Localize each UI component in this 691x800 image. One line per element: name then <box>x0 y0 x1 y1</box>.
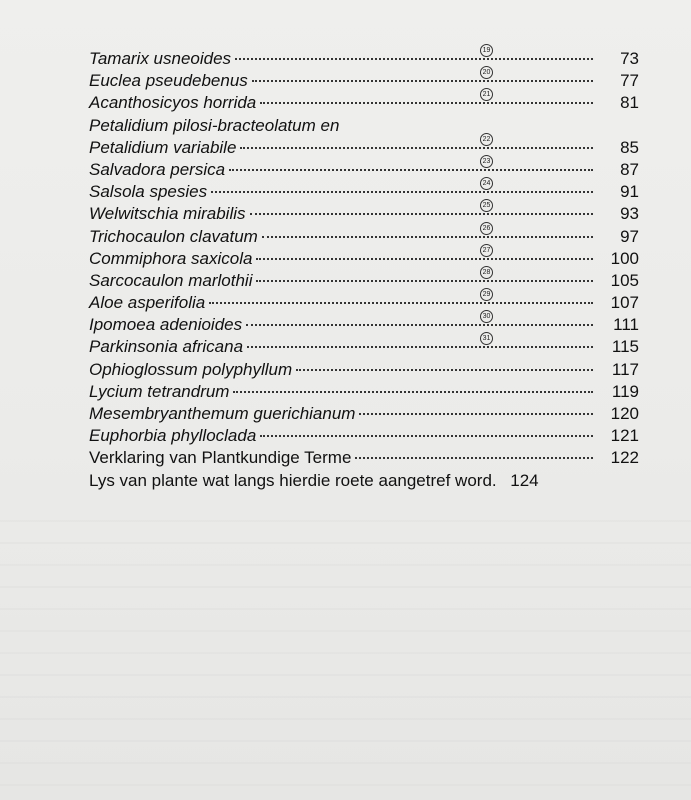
entry-page-number: 97 <box>620 226 639 246</box>
map-marker-number: 28 <box>480 266 493 279</box>
dot-leader <box>233 391 593 393</box>
entry-page-number: 93 <box>620 204 639 224</box>
entry-title: Lys van plante wat langs hierdie roete aangetref word. <box>89 470 497 490</box>
dot-leader <box>355 457 593 459</box>
entry-page-number: 122 <box>610 448 639 468</box>
map-marker-number: 22 <box>480 133 493 146</box>
table-of-contents <box>89 48 639 492</box>
toc-entry <box>89 70 639 92</box>
entry-title: Petalidium pilosi-bracteolatum en <box>89 115 340 135</box>
entry-title: Sarcocaulon marlothii <box>89 270 253 290</box>
entry-page-number: 91 <box>620 182 639 202</box>
entry-page-number: 119 <box>611 381 639 401</box>
map-marker-number: 20 <box>480 66 493 79</box>
dot-leader <box>260 102 593 104</box>
dot-leader <box>359 413 593 415</box>
map-marker-number: 24 <box>480 177 493 190</box>
entry-title: Euphorbia phylloclada <box>89 426 257 446</box>
dot-leader <box>260 435 593 437</box>
toc-entry <box>89 381 639 403</box>
map-marker-number: 30 <box>480 310 493 323</box>
entry-title: Mesembryanthemum guerichianum <box>89 404 356 423</box>
map-marker-number: 27 <box>480 244 493 257</box>
dot-leader <box>296 369 593 371</box>
dot-leader <box>209 302 593 304</box>
entry-title: Euclea pseudebenus <box>89 71 248 91</box>
entry-title: Commiphora saxicola <box>89 248 253 268</box>
entry-page-number: 115 <box>611 337 639 357</box>
dot-leader <box>246 324 593 326</box>
entry-page-number: 81 <box>620 93 639 113</box>
dot-leader <box>256 258 593 260</box>
dot-leader <box>240 147 593 149</box>
entry-page-number: 73 <box>620 49 639 68</box>
toc-entry <box>89 403 639 425</box>
entry-title: Verklaring van Plantkundige Terme <box>89 448 352 468</box>
toc-entry <box>89 336 639 358</box>
entry-page-number: 77 <box>620 71 639 91</box>
dot-leader <box>262 236 593 238</box>
toc-entry <box>89 270 639 292</box>
toc-entry <box>89 159 639 181</box>
entry-title: Salsola spesies <box>89 182 208 202</box>
dot-leader <box>256 280 593 282</box>
toc-entry <box>89 203 639 225</box>
toc-entry <box>89 48 639 70</box>
entry-title: Aloe asperifolia <box>89 293 206 313</box>
dot-leader <box>250 213 594 215</box>
entry-page-number: 105 <box>610 270 639 290</box>
toc-entry <box>89 92 639 114</box>
entry-title: Tamarix usneoides <box>89 49 232 68</box>
entry-title: Ipomoea adenioides <box>89 315 243 335</box>
map-marker-number: 23 <box>480 155 493 168</box>
entry-page-number: 85 <box>620 137 639 157</box>
map-marker-number: 25 <box>480 199 493 212</box>
toc-entry <box>89 181 639 203</box>
entry-page-number: 124 <box>510 470 539 490</box>
toc-entry <box>89 292 639 314</box>
entry-title: Trichocaulon clavatum <box>89 226 258 246</box>
dot-leader <box>229 169 593 171</box>
entry-page-number: 87 <box>620 159 639 179</box>
map-marker-number: 21 <box>480 88 493 101</box>
map-marker-number: 26 <box>480 222 493 235</box>
entry-page-number: 117 <box>611 359 639 379</box>
entry-page-number: 100 <box>610 248 639 268</box>
map-marker-number: 29 <box>480 288 493 301</box>
toc-entry <box>89 248 639 270</box>
entry-page-number: 107 <box>610 293 639 313</box>
dot-leader <box>235 58 593 60</box>
entry-title: Ophioglossum polyphyllum <box>89 359 293 379</box>
entry-page-number: 120 <box>610 404 639 423</box>
entry-title: Welwitschia mirabilis <box>89 204 246 224</box>
toc-entry <box>89 470 639 492</box>
entry-title: Petalidium variabile <box>89 137 237 157</box>
map-marker-number: 31 <box>480 332 493 345</box>
entry-title: Lycium tetrandrum <box>89 381 230 401</box>
dot-leader <box>247 346 593 348</box>
toc-entry-continued <box>89 115 639 137</box>
dot-leader <box>211 191 593 193</box>
entry-page-number: 111 <box>613 315 639 335</box>
entry-page-number: 121 <box>610 426 639 446</box>
dot-leader <box>252 80 593 82</box>
entry-title: Acanthosicyos horrida <box>89 93 257 113</box>
toc-entry <box>89 359 639 381</box>
toc-entry <box>89 314 639 336</box>
toc-entry <box>89 425 639 447</box>
toc-entry <box>89 447 639 469</box>
entry-title: Salvadora persica <box>89 159 226 179</box>
map-marker-number: 19 <box>480 44 493 57</box>
toc-entry <box>89 226 639 248</box>
toc-entry <box>89 137 639 159</box>
entry-title: Parkinsonia africana <box>89 337 244 357</box>
